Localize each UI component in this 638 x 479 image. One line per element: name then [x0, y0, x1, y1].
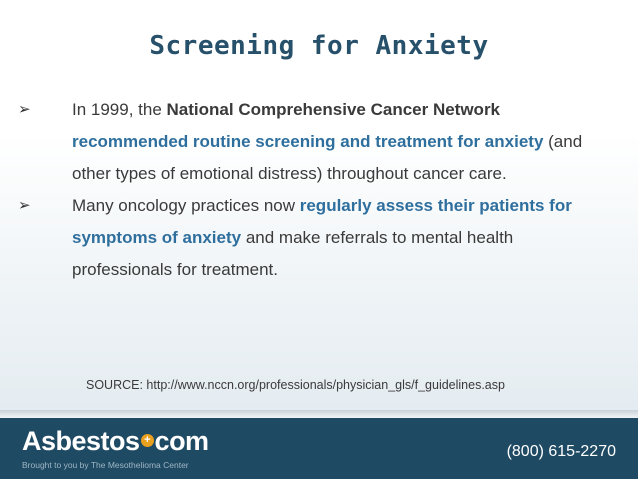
bullet-line: professionals for treatment.	[72, 260, 278, 279]
arrow-bullet-icon: ➢	[18, 197, 31, 214]
bullet-text: and make referrals to mental health	[241, 228, 514, 247]
bullet-line	[72, 126, 618, 158]
bullet-line	[72, 94, 618, 126]
source-citation: SOURCE: http://www.nccn.org/professionals/physician_gls/f_guidelines.asp	[86, 378, 505, 392]
bullet-highlight-text: symptoms of anxiety	[72, 228, 242, 247]
logo-tagline: Brought to you by The Mesothelioma Center	[22, 460, 189, 470]
bullet-bold-text: National Comprehensive Cancer Network	[166, 100, 501, 119]
bullet-text: (and	[543, 132, 583, 151]
asbestos-logo[interactable]	[22, 426, 209, 457]
logo-text: Asbestos	[22, 426, 140, 456]
phone-number[interactable]: (800) 615-2270	[506, 443, 616, 460]
bullet-item	[18, 190, 618, 286]
bullet-highlight-text: recommended routine screening and treatment for anxiety	[72, 132, 544, 151]
bullet-item	[18, 94, 618, 190]
footer-bar	[0, 418, 638, 479]
bullet-text: In 1999, the	[72, 100, 167, 119]
arrow-bullet-icon: ➢	[18, 101, 31, 118]
bullet-line	[72, 190, 618, 222]
slide-title: Screening for Anxiety	[149, 31, 489, 61]
bullet-text: Many oncology practices now	[72, 196, 300, 215]
bullet-list	[18, 94, 618, 286]
bullet-line: other types of emotional distress) throughout cancer care.	[72, 164, 507, 183]
footer-divider	[0, 410, 638, 418]
bullet-highlight-text: regularly assess their patients for	[299, 196, 572, 215]
bullet-line	[72, 222, 618, 254]
logo-text: com	[154, 426, 209, 456]
logo-plus-icon: +	[141, 434, 154, 447]
